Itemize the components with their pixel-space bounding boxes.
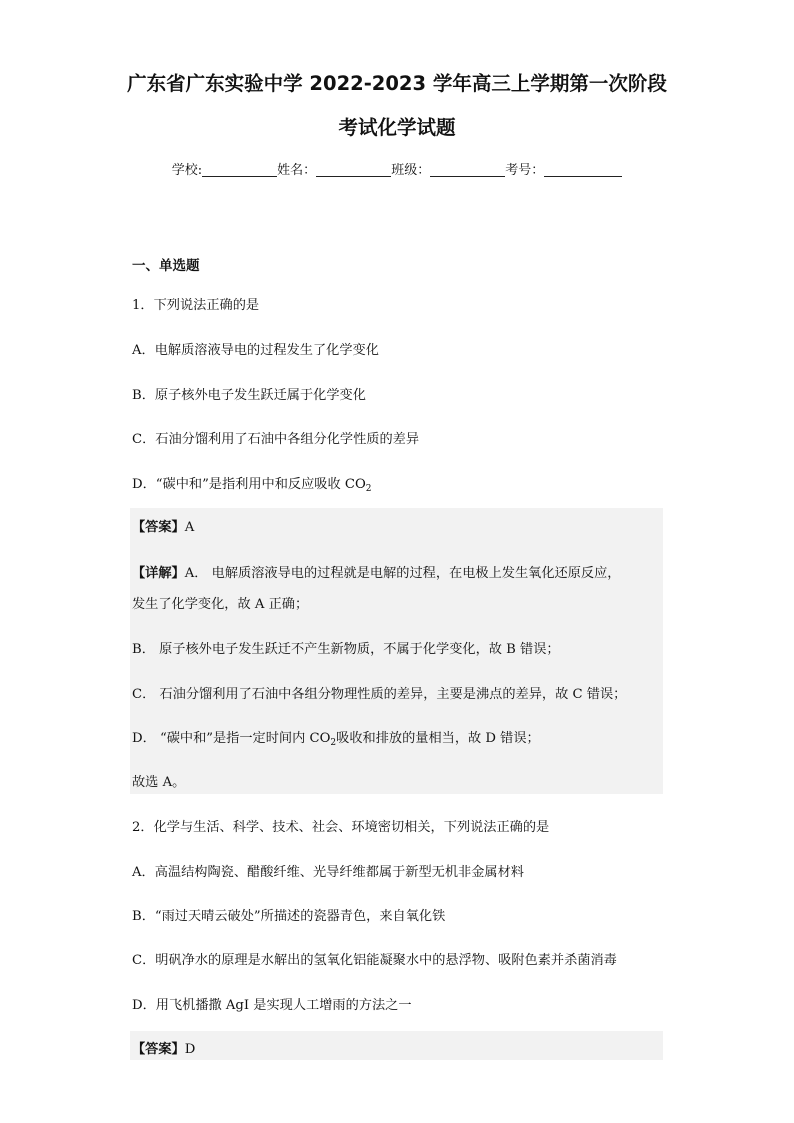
name-label: 姓名： <box>277 163 317 178</box>
student-info-row <box>0 159 794 178</box>
number-label: 考号： <box>505 163 545 178</box>
q1-detail-a2: 发生了化学变化，故 A 正确； <box>132 597 309 612</box>
q1-detail-b: B． 原子核外电子发生跃迁不产生新物质，不属于化学变化，故 B 错误； <box>132 642 560 657</box>
name-blank <box>316 162 391 177</box>
q2-option-d: D．用飞机播撒 AgI 是实现人工增雨的方法之一 <box>132 998 412 1013</box>
q2-option-a: A．高温结构陶瓷、醋酸纤维、光导纤维都属于新型无机非金属材料 <box>132 865 524 880</box>
q1-option-c: C．石油分馏利用了石油中各组分化学性质的差异 <box>132 432 420 447</box>
q1-detail-d: D． “碳中和”是指一定时间内 $CO_2$吸收和排放的量相当，故 D 错误； <box>132 731 540 748</box>
exam-title-line1: 广东省广东实验中学 2022-2023 学年高三上学期第一次阶段 <box>127 72 667 95</box>
exam-title-line2: 考试化学试题 <box>338 116 456 139</box>
q1-answer: 【答案】A <box>132 520 195 535</box>
q1-option-a: A．电解质溶液导电的过程发生了化学变化 <box>132 343 379 358</box>
q1-conclusion: 故选 A。 <box>132 775 186 790</box>
number-blank <box>544 162 622 177</box>
q2-answer-block <box>130 1031 663 1060</box>
q2-answer: 【答案】D <box>132 1042 196 1057</box>
q1-stem: 1．下列说法正确的是 <box>132 298 260 313</box>
q2-option-b: B．“雨过天晴云破处”所描述的瓷器青色，来自氧化铁 <box>132 909 446 924</box>
q1-detail-a1: 【详解】A． 电解质溶液导电的过程就是电解的过程，在电极上发生氧化还原反应， <box>132 566 621 581</box>
section-heading: 一、单选题 <box>132 258 200 274</box>
q1-option-d: D．“碳中和”是指利用中和反应吸收 $CO_2$ <box>132 477 372 494</box>
school-blank <box>202 162 277 177</box>
class-blank <box>430 162 505 177</box>
school-label: 学校: <box>171 163 203 178</box>
q2-stem: 2．化学与生活、科学、技术、社会、环境密切相关，下列说法正确的是 <box>132 820 550 835</box>
q1-detail-c: C． 石油分馏利用了石油中各组分物理性质的差异，主要是沸点的差异，故 C 错误； <box>132 687 627 702</box>
q1-option-b: B．原子核外电子发生跃迁属于化学变化 <box>132 388 366 403</box>
class-label: 班级： <box>391 163 431 178</box>
q2-option-c: C．明矾净水的原理是水解出的氢氧化铝能凝聚水中的悬浮物、吸附色素并杀菌消毒 <box>132 953 617 968</box>
